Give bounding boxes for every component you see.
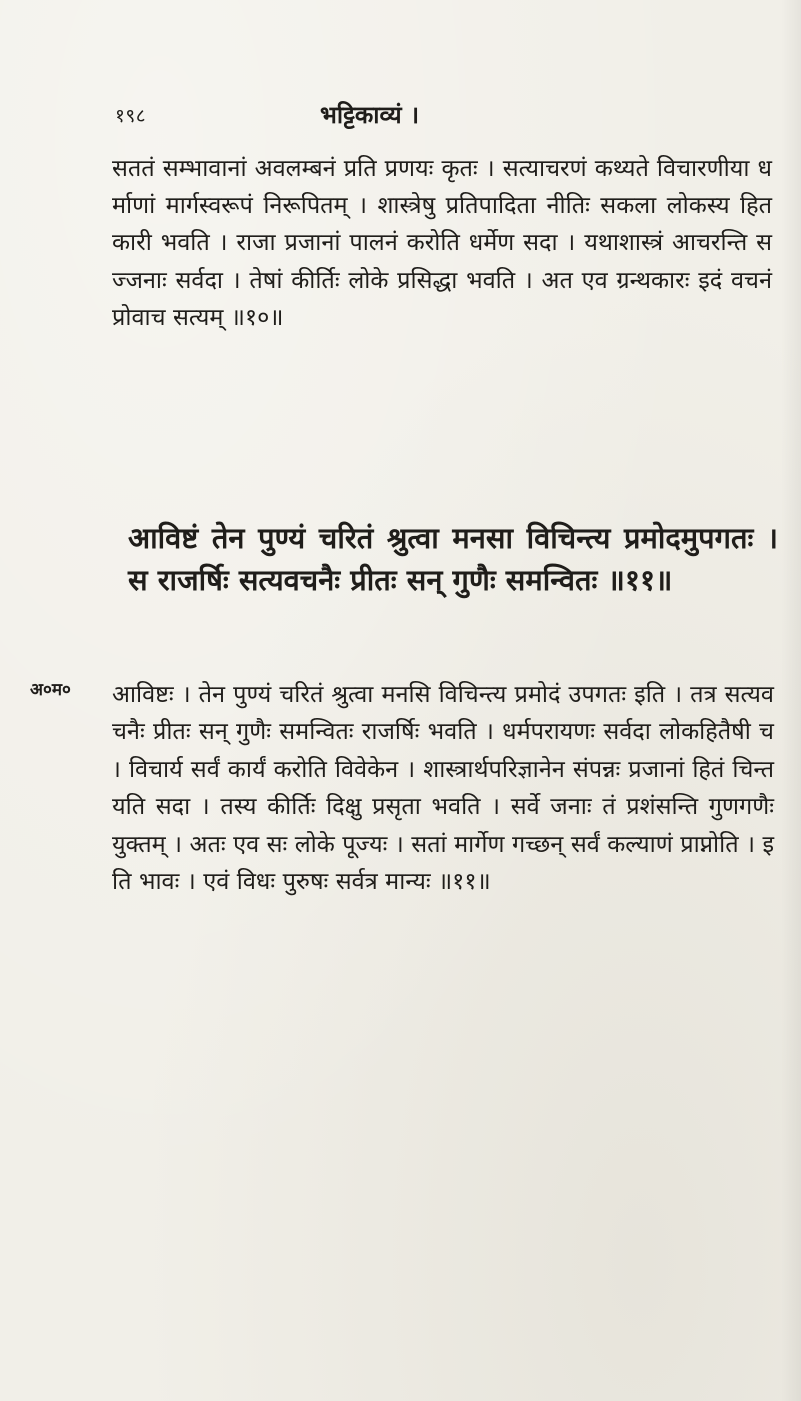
verse-block bbox=[128, 517, 778, 601]
page-number: १९८ bbox=[115, 105, 147, 127]
page-edge-shadow bbox=[781, 0, 801, 1401]
commentary-top bbox=[112, 150, 772, 336]
page-header bbox=[115, 98, 675, 138]
commentary-bottom bbox=[112, 676, 774, 900]
commentary-top-text: सततं सम्भावानां अवलम्बनं प्रति प्रणयः कृतः । सत्याचरणं कथ्यते विचारणीया धर्माणां मार्गस्वरूपं निरूपितम् । शास्त्रेषु प्रतिपादिता नीतिः सकला लोकस्य हितकारी भवति । राजा प्रजानां पालनं करोति धर्मेण सदा । यथाशास्त्रं आचरन्ति सज्जनाः सर्वदा । तेषां कीर्तिः लोके प्रसिद्धा भवति । अत एव ग्रन्थकारः इदं वचनं प्रोवाच सत्यम् ॥१०॥ bbox=[112, 154, 772, 331]
commentary-bottom-text: आविष्टः । तेन पुण्यं चरितं श्रुत्वा मनसि विचिन्त्य प्रमोदं उपगतः इति । तत्र सत्यवचनैः प्रीतः सन् गुणैः समन्वितः राजर्षिः भवति । धर्मपरायणः सर्वदा लोकहितैषी च । विचार्य सर्वं कार्यं करोति विवेकेन । शास्त्रार्थपरिज्ञानेन संपन्नः प्रजानां हितं चिन्तयति सदा । तस्य कीर्तिः दिक्षु प्रसृता भवति । सर्वे जनाः तं प्रशंसन्ति गुणगणैः युक्तम् । अतः एव सः लोके पूज्यः । सतां मार्गेण गच्छन् सर्वं कल्याणं प्राप्नोति । इति भावः । एवं विधः पुरुषः सर्वत्र मान्यः ॥११॥ bbox=[112, 680, 774, 896]
margin-note: अ०म० bbox=[30, 680, 71, 700]
verse-text: आविष्टं तेन पुण्यं चरितं श्रुत्वा मनसा विचिन्त्य प्रमोदमुपगतः । स राजर्षिः सत्यवचनैः प्रीतः सन् गुणैः समन्वितः ॥११॥ bbox=[128, 521, 778, 597]
running-title: भट्टिकाव्यं । bbox=[320, 100, 420, 129]
